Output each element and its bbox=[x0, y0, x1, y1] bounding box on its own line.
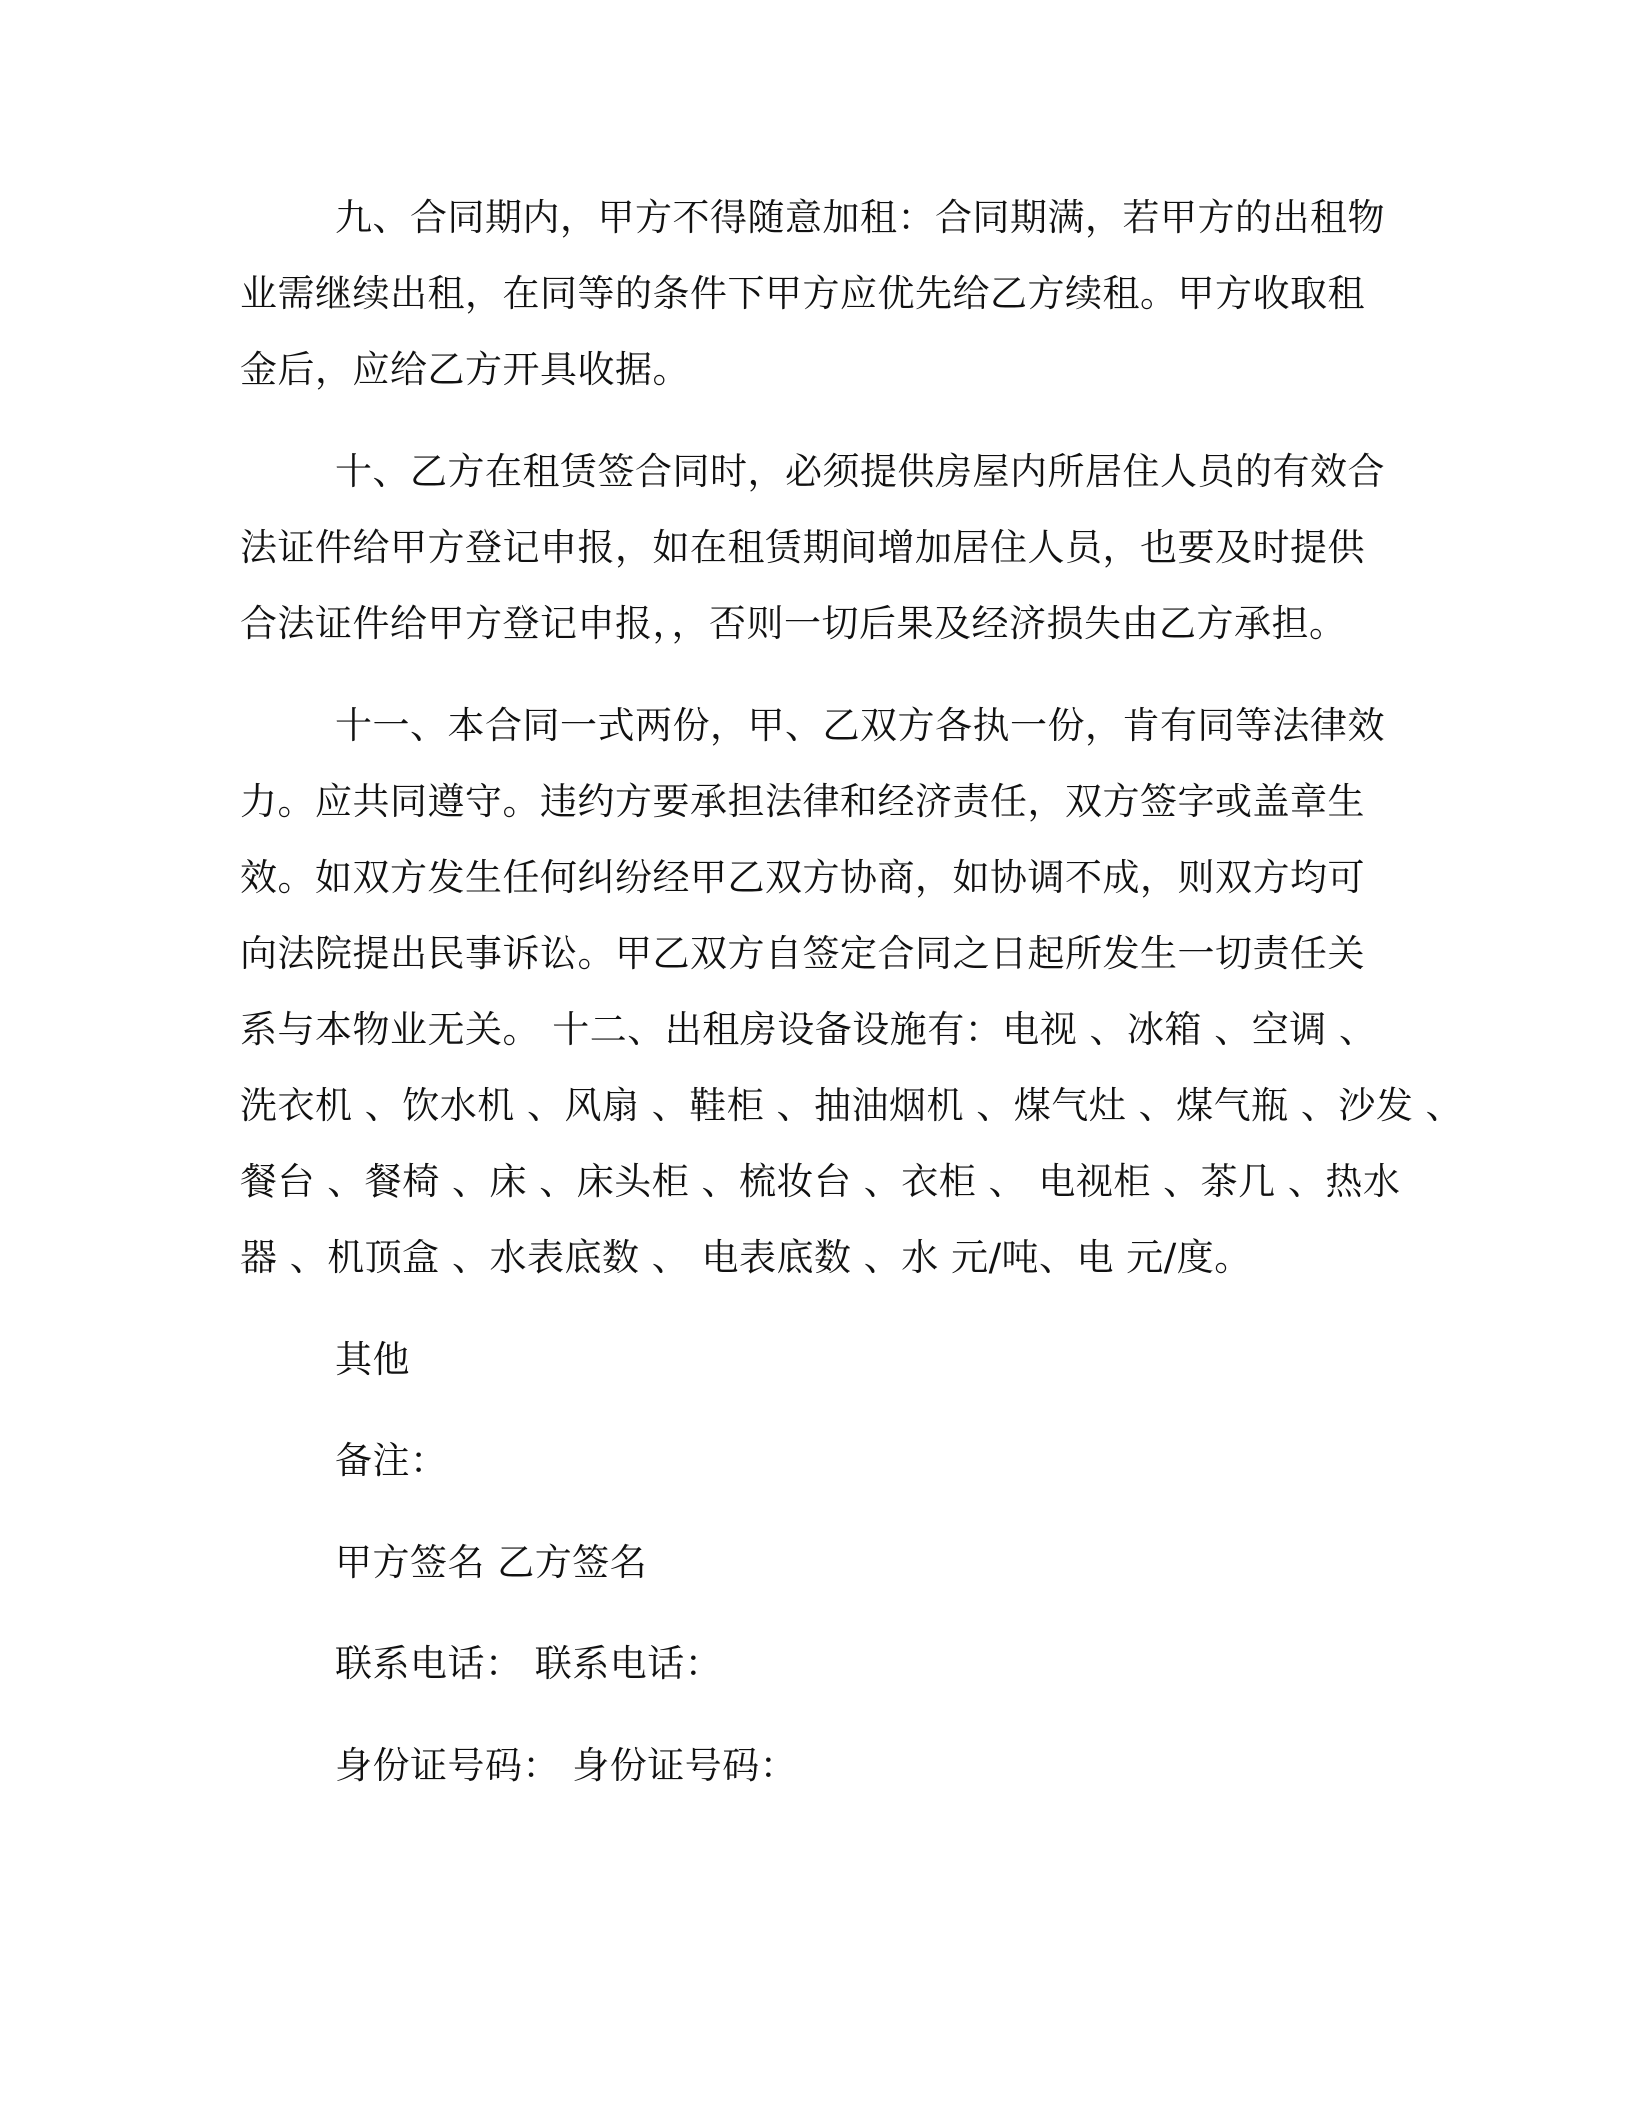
clause-11-line-3: 效。如双方发生任何纠纷经甲乙双方协商，如协调不成，则双方均可 bbox=[240, 856, 1365, 899]
remarks-label: 备注： bbox=[335, 1439, 448, 1482]
clause-12-line-7: 餐台 、餐椅 、床 、床头柜 、梳妆台 、衣柜 、 电视柜 、茶几 、热水 bbox=[240, 1160, 1401, 1203]
clause-10-line-2: 法证件给甲方登记申报，如在租赁期间增加居住人员，也要及时提供 bbox=[240, 526, 1365, 569]
clause-11-line-4: 向法院提出民事诉讼。甲乙双方自签定合同之日起所发生一切责任关 bbox=[240, 932, 1365, 975]
clause-11-line-2: 力。应共同遵守。违约方要承担法律和经济责任，双方签字或盖章生 bbox=[240, 780, 1365, 823]
clause-10-line-3: 合法证件给甲方登记申报，，否则一切后果及经济损失由乙方承担。 bbox=[240, 602, 1347, 645]
clause-9-line-3: 金后，应给乙方开具收据。 bbox=[240, 348, 690, 391]
signature-line: 甲方签名 乙方签名 bbox=[335, 1541, 648, 1584]
clause-9-line-1: 九、合同期内，甲方不得随意加租：合同期满，若甲方的出租物 bbox=[335, 196, 1385, 239]
phone-line: 联系电话： 联系电话： bbox=[335, 1642, 723, 1685]
other-label: 其他 bbox=[335, 1338, 410, 1381]
clause-9-line-2: 业需继续出租，在同等的条件下甲方应优先给乙方续租。甲方收取租 bbox=[240, 272, 1365, 315]
clause-12-line-6: 洗衣机 、饮水机 、风扇 、鞋柜 、抽油烟机 、煤气灶 、煤气瓶 、沙发 、 bbox=[240, 1084, 1464, 1127]
id-number-line: 身份证号码： 身份证号码： bbox=[335, 1744, 798, 1787]
clause-11-line-5: 系与本物业无关。 十二、出租房设备设施有：电视 、冰箱 、空调 、 bbox=[240, 1008, 1377, 1051]
clause-12-line-8: 器 、机顶盒 、水表底数 、 电表底数 、水 元/吨、电 元/度。 bbox=[240, 1236, 1252, 1279]
clause-11-line-1: 十一、本合同一式两份，甲、乙双方各执一份，肯有同等法律效 bbox=[335, 704, 1385, 747]
clause-10-line-1: 十、乙方在租赁签合同时，必须提供房屋内所居住人员的有效合 bbox=[335, 450, 1385, 493]
